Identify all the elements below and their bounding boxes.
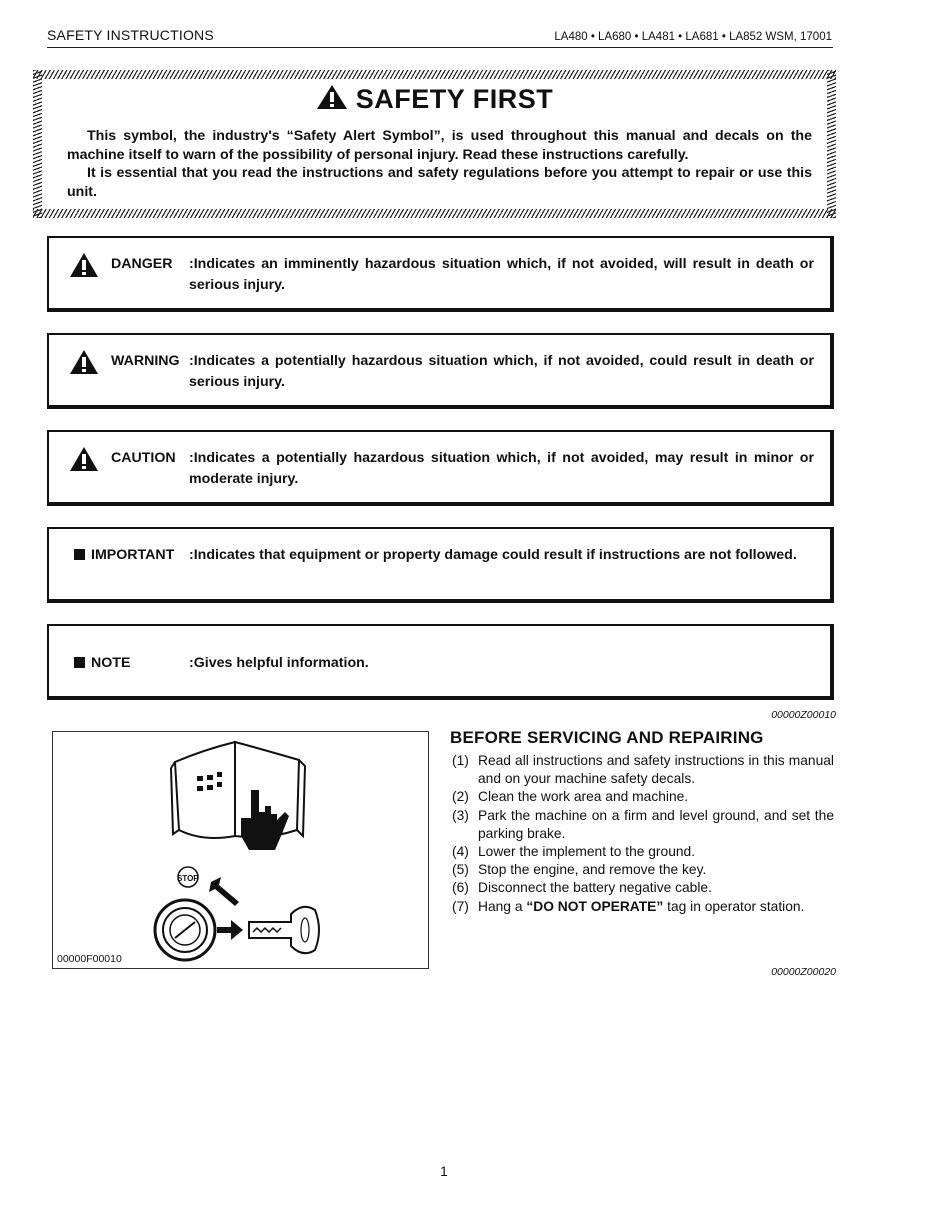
safety-first-title-text: SAFETY FIRST bbox=[355, 84, 554, 114]
caution-box bbox=[47, 430, 834, 506]
safety-first-para-2: It is essential that you read the instructions and safety regulations before you attempt to repair or use this unit. bbox=[67, 165, 812, 200]
svg-text:STOP: STOP bbox=[177, 874, 199, 883]
page-number: 1 bbox=[440, 1163, 448, 1179]
danger-label: DANGER bbox=[111, 256, 173, 272]
safety-alert-triangle-icon bbox=[69, 446, 99, 472]
manual-and-key-illustration bbox=[53, 732, 428, 968]
black-square-icon bbox=[74, 549, 85, 560]
important-label: IMPORTANT bbox=[91, 547, 175, 563]
list-item: (2) Clean the work area and machine. bbox=[452, 789, 689, 805]
key-icon bbox=[249, 907, 319, 953]
safety-first-text bbox=[67, 127, 812, 201]
black-square-icon bbox=[74, 657, 85, 668]
before-servicing-list bbox=[452, 752, 834, 916]
note-description: :Gives helpful information. bbox=[189, 655, 369, 671]
signals-reference-code: 00000Z00010 bbox=[771, 709, 836, 721]
important-box bbox=[47, 527, 834, 603]
model-list: LA480 • LA680 • LA481 • LA681 • LA852 WSM, 17001 bbox=[554, 31, 832, 43]
list-item: (5) Stop the engine, and remove the key. bbox=[452, 862, 707, 878]
arrow-icon bbox=[209, 877, 239, 906]
hatch-border-bottom bbox=[33, 209, 836, 218]
list-item: (6) Disconnect the battery negative cable. bbox=[452, 880, 712, 896]
safety-alert-triangle-icon bbox=[316, 84, 348, 110]
caution-description: :Indicates a potentially hazardous situation which, if not avoided, may result in minor or moderate injury. bbox=[189, 450, 814, 487]
danger-description: :Indicates an imminently hazardous situation which, if not avoided, will result in death or serious injury. bbox=[189, 256, 814, 293]
servicing-reference-code: 00000Z00020 bbox=[771, 966, 836, 978]
servicing-figure bbox=[52, 731, 429, 969]
safety-first-box bbox=[33, 70, 836, 218]
figure-reference-code: 00000F00010 bbox=[57, 953, 122, 965]
note-label: NOTE bbox=[91, 655, 131, 671]
header-divider bbox=[47, 47, 833, 48]
list-item: (1) Read all instructions and safety instructions in this manual and on your machine safety decals. bbox=[452, 753, 834, 787]
caution-label: CAUTION bbox=[111, 450, 176, 466]
warning-label: WARNING bbox=[111, 353, 180, 369]
section-title: SAFETY INSTRUCTIONS bbox=[47, 27, 214, 43]
right-arrow-icon bbox=[217, 920, 243, 940]
ignition-switch-icon bbox=[155, 900, 215, 960]
stop-key-icon bbox=[177, 867, 199, 887]
danger-box bbox=[47, 236, 834, 312]
list-item: (7) Hang a “DO NOT OPERATE” tag in operator station. bbox=[452, 898, 805, 914]
safety-alert-triangle-icon bbox=[69, 252, 99, 278]
important-description: :Indicates that equipment or property damage could result if instructions are not followed. bbox=[189, 547, 797, 563]
warning-box bbox=[47, 333, 834, 409]
list-item: (3) Park the machine on a firm and level ground, and set the parking brake. bbox=[452, 807, 834, 841]
safety-alert-triangle-icon bbox=[69, 349, 99, 375]
before-servicing-title: BEFORE SERVICING AND REPAIRING bbox=[450, 728, 764, 747]
do-not-operate-emphasis: “DO NOT OPERATE” bbox=[526, 898, 664, 914]
note-box bbox=[47, 624, 834, 700]
safety-first-title bbox=[33, 84, 836, 115]
hatch-border-top bbox=[33, 70, 836, 79]
warning-description: :Indicates a potentially hazardous situation which, if not avoided, could result in death or serious injury. bbox=[189, 353, 814, 390]
safety-first-para-1: This symbol, the industry's “Safety Alert Symbol”, is used throughout this manual and decals on the machine itself to warn of the possibility of personal injury. Read these instructions carefully. bbox=[67, 128, 812, 163]
list-item: (4) Lower the implement to the ground. bbox=[452, 844, 696, 860]
